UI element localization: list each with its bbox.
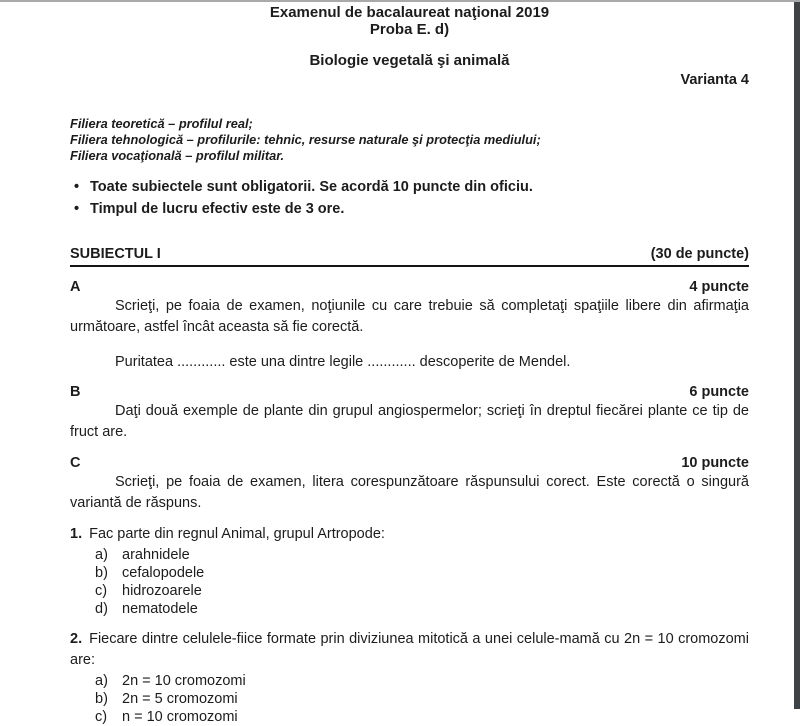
part-c-header: [70, 455, 749, 471]
option-letter: c): [95, 709, 108, 725]
option-letter: b): [95, 691, 108, 707]
part-b-instruction: Daţi două exemple de plante din grupul angiospermelor; scrieţi în dreptul fiecărei plante ce tip de fruct are.: [70, 403, 749, 440]
question-2-options: [70, 672, 749, 726]
answer-option: [70, 582, 749, 600]
part-points: 4 puncte: [689, 279, 749, 295]
viewer-background-strip: [794, 0, 800, 709]
option-letter: a): [95, 547, 108, 563]
section-points: (30 de puncte): [650, 246, 749, 262]
exam-title-line1: Examenul de bacalaureat naţional 2019: [269, 4, 550, 21]
note-item: [70, 177, 749, 199]
question-text: Fac parte din regnul Animal, grupul Artropode:: [89, 526, 385, 542]
variant-label: Varianta 4: [680, 72, 749, 88]
answer-option: [70, 600, 749, 618]
question-text: Fiecare dintre celulele-fiice formate prin diviziunea mitotică a unei celule-mamă cu 2n = 10 cromozomi are:: [70, 631, 749, 668]
option-letter: a): [95, 673, 108, 689]
note-item: [70, 199, 749, 221]
question-1: [70, 524, 749, 545]
option-text: arahnidele: [122, 547, 190, 563]
section-header: [70, 246, 749, 267]
option-text: hidrozoarele: [122, 583, 202, 599]
answer-option: [70, 690, 749, 708]
answer-option: [70, 546, 749, 564]
answer-option: [70, 708, 749, 726]
part-points: 6 puncte: [689, 384, 749, 400]
part-letter: C: [70, 455, 81, 471]
note-text: Toate subiectele sunt obligatorii. Se acordă 10 puncte din oficiu.: [90, 179, 533, 195]
answer-option: [70, 672, 749, 690]
filiera-line: Filiera vocaţională – profilul militar.: [70, 148, 285, 163]
option-text: n = 10 cromozomi: [122, 709, 238, 725]
section-title: SUBIECTUL I: [70, 246, 161, 262]
viewer-top-border: [0, 0, 800, 2]
exam-title-line2: Proba E. d): [369, 21, 450, 38]
part-c-instruction: Scrieţi, pe foaia de examen, litera corespunzătoare răspunsului corect. Este corectă o singură variantă de răspuns.: [70, 474, 749, 511]
bullet-icon: •: [74, 179, 80, 195]
note-text: Timpul de lucru efectiv este de 3 ore.: [90, 200, 345, 217]
option-text: nematodele: [122, 601, 198, 617]
part-letter: B: [70, 384, 81, 400]
part-points: 10 puncte: [681, 455, 749, 471]
option-letter: c): [95, 583, 108, 599]
question-number: 1.: [70, 526, 83, 542]
option-letter: b): [95, 565, 108, 581]
part-b-header: [70, 384, 749, 400]
filiera-line: Filiera tehnologică – profilurile: tehnic, resurse naturale şi protecţia mediului;: [70, 132, 541, 147]
filiera-line: Filiera teoretică – profilul real;: [70, 116, 253, 131]
question-2: [70, 629, 749, 671]
subject-title: Biologie vegetală şi animală: [309, 52, 510, 69]
exam-title-block: [70, 4, 749, 38]
question-1-options: [70, 546, 749, 618]
part-a-header: [70, 279, 749, 295]
exam-notes: [70, 177, 749, 220]
option-text: cefalopodele: [122, 565, 205, 581]
option-letter: d): [95, 601, 108, 617]
part-a-instruction: Scrieţi, pe foaia de examen, noţiunile cu care trebuie să completaţi spaţiile libere din afirmaţia următoare, astfel încât aceasta să fie corectă.: [70, 298, 749, 335]
option-text: 2n = 5 cromozomi: [122, 691, 238, 707]
part-letter: A: [70, 279, 81, 295]
question-number: 2.: [70, 631, 83, 647]
fill-in-statement: Puritatea ............ este una dintre legile ............ descoperite de Mendel.: [115, 354, 571, 370]
answer-option: [70, 564, 749, 582]
option-text: 2n = 10 cromozomi: [122, 673, 246, 689]
filiera-block: [70, 116, 749, 164]
bullet-icon: •: [74, 200, 80, 217]
